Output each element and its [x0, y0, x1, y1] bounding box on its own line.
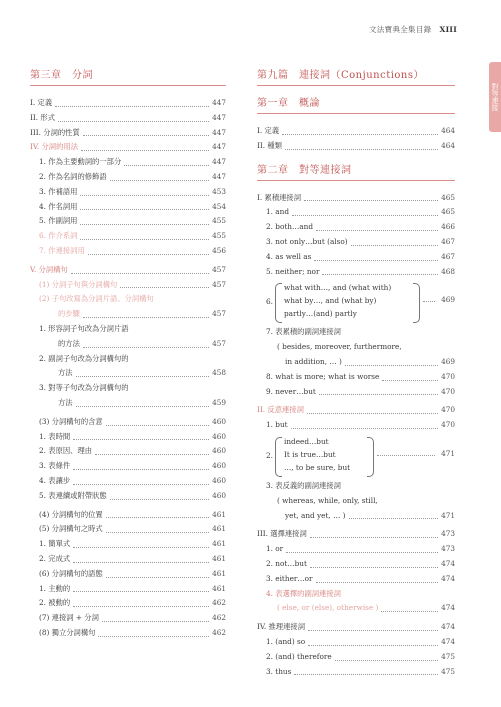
toc-entry[interactable] — [257, 265, 455, 280]
page-ref: 457 — [212, 279, 226, 289]
brace-line: partly…(and) partly — [284, 309, 357, 319]
toc-entry[interactable] — [257, 205, 455, 220]
right-brace — [413, 283, 420, 323]
right-column — [257, 66, 455, 679]
leader-dots — [83, 135, 209, 136]
toc-entry-label: 3. not only…but (also) — [266, 236, 348, 246]
toc-entry-label: III. 分詞的性質 — [30, 127, 80, 137]
inferential-toc-list — [257, 620, 455, 679]
brace-number: 2. — [266, 450, 273, 460]
brace-lines — [284, 281, 391, 320]
toc-entry[interactable] — [30, 537, 226, 552]
toc-entry[interactable] — [257, 191, 455, 206]
toc-entry-label: 7. 表累積的副詞連接詞 — [266, 327, 341, 337]
leader-dots — [310, 537, 438, 538]
toc-entry-label: I. 累積連接詞 — [257, 192, 302, 202]
brace-line: what by…, and (what by) — [284, 296, 377, 306]
page-ref: 458 — [212, 368, 226, 378]
page-ref: 469 — [441, 356, 455, 366]
page-ref: 447 — [212, 142, 226, 152]
toc-entry-label: 4. 表讓步 — [39, 475, 71, 485]
toc-entry-label: 2. not…but — [266, 558, 307, 568]
leader-dots — [76, 406, 209, 407]
chapter-title-overview: 第一章 概論 — [257, 94, 455, 114]
toc-entry[interactable] — [257, 124, 455, 139]
toc-entry[interactable] — [257, 665, 455, 680]
toc-entry-label: II. 反意連接詞 — [257, 405, 304, 415]
leader-dots — [308, 645, 438, 646]
toc-entry[interactable] — [30, 582, 226, 597]
page-ref: 467 — [441, 236, 455, 246]
toc-entry[interactable] — [30, 489, 226, 504]
leader-dots — [73, 606, 209, 607]
chapter-title-participles: 第三章 分詞 — [30, 66, 226, 86]
leader-dots — [106, 517, 209, 518]
page-ref: 473 — [441, 544, 455, 554]
cumulative-toc-list-cont — [257, 325, 455, 399]
toc-entry[interactable] — [257, 325, 455, 340]
page-ref: 447 — [212, 157, 226, 167]
page-ref: 473 — [441, 529, 455, 539]
leader-dots — [310, 567, 438, 568]
leader-dots — [316, 582, 439, 583]
leader-dots — [80, 209, 209, 210]
toc-entry[interactable] — [30, 567, 226, 582]
left-brace — [275, 437, 282, 477]
page-ref: 460 — [212, 431, 226, 441]
page-ref: 460 — [212, 416, 226, 426]
page-ref: 447 — [212, 127, 226, 137]
toc-entry[interactable] — [257, 479, 455, 494]
toc-entry-label: ( else, or (else), otherwise ) — [277, 603, 379, 613]
toc-entry[interactable] — [30, 596, 226, 611]
leader-dots — [106, 425, 209, 426]
page-ref: 469 — [441, 295, 455, 305]
leader-dots — [81, 150, 209, 151]
toc-entry[interactable] — [257, 340, 455, 355]
page-ref: 457 — [212, 338, 226, 348]
left-brace — [275, 283, 282, 323]
leader-dots — [291, 428, 438, 429]
leader-dots — [377, 455, 435, 456]
page-ref: 462 — [212, 627, 226, 637]
toc-entry[interactable] — [30, 444, 226, 459]
page-ref: 474 — [441, 573, 455, 583]
leader-dots — [349, 518, 439, 519]
page-ref: 466 — [441, 222, 455, 232]
page-ref: 470 — [441, 405, 455, 415]
toc-entry-label: 3. 作補語用 — [39, 186, 78, 196]
page-ref: 457 — [212, 309, 226, 319]
toc-entry[interactable] — [257, 635, 455, 650]
cumulative-toc-list — [257, 191, 455, 280]
part-title-conjunctions: 第九篇 連接詞（Conjunctions） — [257, 66, 455, 86]
toc-entry[interactable] — [30, 185, 226, 200]
toc-entry-label: (6) 分詞構句的語態 — [39, 568, 103, 578]
toc-entry-label: 2. 副詞子句改為分詞構句的 — [39, 353, 129, 363]
toc-entry-label: 3. thus — [266, 666, 292, 676]
toc-entry-label: (2) 子句改寫為分詞片語、分詞構句 — [39, 294, 154, 304]
page-ref: 465 — [441, 207, 455, 217]
leader-dots — [73, 439, 209, 440]
page-ref: 464 — [441, 140, 455, 150]
toc-entry-label: II. 形式 — [30, 112, 55, 122]
leader-dots — [304, 200, 438, 201]
toc-entry-label: 的方法 — [58, 338, 80, 348]
toc-entry[interactable] — [30, 292, 226, 307]
leader-dots — [110, 499, 209, 500]
toc-entry-label: 3. 表反義的副詞連接詞 — [266, 480, 341, 490]
toc-entry-label: ( besides, moreover, furthermore, — [277, 342, 402, 352]
page-ref: 467 — [441, 251, 455, 261]
toc-entry[interactable] — [257, 650, 455, 665]
toc-entry[interactable] — [257, 250, 455, 265]
leader-dots — [73, 484, 209, 485]
toc-entry[interactable] — [257, 509, 455, 524]
toc-entry[interactable] — [30, 337, 226, 352]
brace-number: 6. — [266, 297, 273, 307]
alternative-toc-list — [257, 527, 455, 616]
leader-dots — [308, 630, 438, 631]
toc-entry-label: II. 種類 — [257, 140, 282, 150]
toc-entry-label: ( whereas, while, only, still, — [277, 495, 378, 505]
toc-entry-label: 的步驟 — [58, 309, 80, 319]
page-ref: 471 — [441, 510, 455, 520]
toc-entry-label: 1. and — [266, 207, 290, 217]
leader-dots — [282, 134, 438, 135]
page-ref: 475 — [441, 666, 455, 676]
toc-entry[interactable] — [30, 96, 226, 111]
toc-entry-label: 3. either…or — [266, 573, 313, 583]
toc-entry-label: in addition, … ) — [285, 356, 342, 366]
toc-entry[interactable] — [257, 355, 455, 370]
leader-dots — [335, 660, 438, 661]
toc-entry[interactable] — [257, 403, 455, 418]
toc-entry-label: 7. 作連接詞用 — [39, 245, 85, 255]
leader-dots — [55, 106, 209, 107]
leader-dots — [76, 376, 209, 377]
page-ref: 462 — [212, 598, 226, 608]
leader-dots — [102, 621, 209, 622]
toc-entry-label: 1. 形容詞子句改為分詞片語 — [39, 323, 129, 333]
toc-entry[interactable] — [30, 229, 226, 244]
toc-entry[interactable] — [30, 126, 226, 141]
toc-entry[interactable] — [257, 418, 455, 433]
toc-entry[interactable] — [257, 235, 455, 250]
leader-dots — [322, 274, 438, 275]
toc-entry[interactable] — [257, 572, 455, 587]
page-ref: 461 — [212, 509, 226, 519]
toc-entry[interactable] — [30, 430, 226, 445]
page-ref: 471 — [441, 448, 455, 458]
toc-entry-label: 1. or — [266, 544, 284, 554]
leader-dots — [345, 365, 438, 366]
leader-dots — [294, 674, 438, 675]
page-ref: 474 — [441, 622, 455, 632]
leader-dots — [83, 317, 209, 318]
page-ref: 460 — [212, 490, 226, 500]
leader-dots — [292, 215, 438, 216]
toc-entry[interactable] — [257, 601, 455, 616]
overview-toc-list — [257, 124, 455, 154]
toc-entry-label: 6. 作介系詞 — [39, 231, 78, 241]
leader-dots — [423, 301, 435, 302]
leader-dots — [120, 287, 209, 288]
leader-dots — [314, 260, 438, 261]
toc-entry-label: 方法 — [58, 368, 73, 378]
toc-entry[interactable] — [257, 370, 455, 385]
toc-entry-label: 3. 表條件 — [39, 461, 71, 471]
toc-entry-label: (3) 分詞構句的含意 — [39, 416, 103, 426]
leader-dots — [106, 532, 209, 533]
brace-line: …, to be sure, but — [284, 462, 351, 472]
leader-dots — [286, 552, 438, 553]
toc-entry[interactable] — [30, 170, 226, 185]
toc-entry[interactable] — [30, 396, 226, 411]
leader-dots — [316, 230, 438, 231]
toc-entry-label: I. 定義 — [30, 98, 53, 107]
leader-dots — [73, 547, 209, 548]
toc-entry-label: 5. neither; nor — [266, 266, 320, 276]
page-ref: 474 — [441, 603, 455, 613]
toc-entry-label: 2. (and) therefore — [266, 651, 332, 661]
left-column — [30, 66, 226, 641]
toc-entry-label: 1. (and) so — [266, 636, 306, 646]
toc-entry-label: V. 分詞構句 — [30, 264, 68, 274]
leader-dots — [98, 636, 209, 637]
toc-entry-label: 方法 — [58, 397, 73, 407]
leader-dots — [58, 121, 209, 122]
page-ref: 447 — [212, 171, 226, 181]
book-title: 文法寶典全集目錄 — [369, 25, 432, 34]
toc-entry-label: IV. 分詞的用法 — [30, 142, 78, 152]
side-thumb-tab: 對等連接 — [489, 62, 501, 132]
leader-dots — [73, 469, 209, 470]
leader-dots — [71, 273, 209, 274]
toc-entry-label: 1. 主動的 — [39, 583, 71, 593]
leader-dots — [106, 577, 209, 578]
leader-dots — [73, 562, 209, 563]
toc-entry[interactable] — [257, 557, 455, 572]
chapter-title-coordinating: 第二章 對等連接詞 — [257, 161, 455, 181]
page-ref: 454 — [212, 201, 226, 211]
toc-entry[interactable] — [30, 366, 226, 381]
toc-entry[interactable] — [257, 139, 455, 154]
toc-entry-label: (1) 分詞子句與分詞構句 — [39, 279, 118, 289]
toc-entry-label: 2. 作為名詞的修飾語 — [39, 171, 107, 181]
leader-dots — [83, 347, 209, 348]
toc-entry[interactable] — [30, 155, 226, 170]
leader-dots — [80, 224, 209, 225]
right-brace — [367, 437, 374, 477]
adversative-toc-list — [257, 403, 455, 433]
page-ref: 455 — [212, 216, 226, 226]
leader-dots — [381, 611, 438, 612]
leader-dots — [80, 239, 209, 240]
leader-dots — [80, 195, 209, 196]
toc-entry-label: 4. 作名詞用 — [39, 201, 78, 211]
page-ref: 460 — [212, 446, 226, 456]
toc-entry[interactable] — [30, 415, 226, 430]
toc-entry[interactable] — [257, 587, 455, 602]
toc-entry[interactable] — [30, 140, 226, 155]
toc-entry[interactable] — [30, 381, 226, 396]
toc-entry-label: (8) 獨立分詞構句 — [39, 627, 96, 637]
page-ref: 461 — [212, 568, 226, 578]
toc-entry-label: (4) 分詞構句的位置 — [39, 509, 103, 519]
page-ref: 447 — [212, 98, 226, 107]
leader-dots — [124, 165, 209, 166]
toc-entry-label: 2. 完成式 — [39, 553, 71, 563]
toc-entry-label: 2. 被動的 — [39, 598, 71, 608]
toc-entry-label: 4. 表選擇的副詞連接詞 — [266, 588, 341, 598]
page-ref: 453 — [212, 186, 226, 196]
toc-entry[interactable] — [257, 542, 455, 557]
toc-entry[interactable] — [30, 626, 226, 641]
leader-dots — [110, 180, 209, 181]
toc-entry-label: 1. 作為主要動詞的一部分 — [39, 157, 122, 167]
running-header — [369, 24, 457, 35]
toc-entry-label: 2. both…and — [266, 222, 313, 232]
page-ref: 470 — [441, 371, 455, 381]
page-ref: 468 — [441, 266, 455, 276]
leader-dots — [73, 591, 209, 592]
toc-entry-label: 2. 表原因、理由 — [39, 446, 93, 456]
toc-entry[interactable] — [30, 552, 226, 567]
page-ref: 461 — [212, 583, 226, 593]
toc-entry[interactable] — [257, 220, 455, 235]
left-toc-list — [30, 96, 226, 641]
toc-entry[interactable] — [30, 244, 226, 259]
leader-dots — [88, 254, 209, 255]
toc-entry-label: 9. never…but — [266, 386, 316, 396]
leader-dots — [319, 394, 438, 395]
brace-entry-what-with — [257, 281, 455, 325]
page-ref: 459 — [212, 397, 226, 407]
brace-line: indeed…but — [284, 436, 329, 446]
page-ref: 461 — [212, 539, 226, 549]
page-number: XIII — [439, 25, 457, 34]
page-ref: 462 — [212, 613, 226, 623]
toc-entry-label: (7) 連接詞 + 分詞 — [39, 613, 99, 623]
page-ref: 447 — [212, 112, 226, 122]
toc-entry-label: I. 定義 — [257, 126, 280, 135]
toc-entry[interactable] — [257, 527, 455, 542]
toc-entry[interactable] — [30, 322, 226, 337]
page-ref: 460 — [212, 461, 226, 471]
leader-dots — [95, 454, 209, 455]
toc-entry[interactable] — [30, 352, 226, 367]
toc-entry-label: 1. 表時間 — [39, 431, 71, 441]
toc-entry-label: 8. what is more; what is worse — [266, 371, 380, 381]
adversative-toc-list-cont — [257, 479, 455, 523]
leader-dots — [351, 245, 438, 246]
toc-entry[interactable] — [30, 474, 226, 489]
toc-entry[interactable] — [30, 278, 226, 293]
toc-entry[interactable] — [30, 459, 226, 474]
toc-entry[interactable] — [30, 611, 226, 626]
page-ref: 470 — [441, 386, 455, 396]
page-ref: 465 — [441, 192, 455, 202]
toc-entry[interactable] — [30, 214, 226, 229]
page-ref: 474 — [441, 636, 455, 646]
toc-entry[interactable] — [30, 263, 226, 278]
brace-line: It is true…but — [284, 449, 336, 459]
toc-entry-label: 1. but — [266, 420, 288, 430]
toc-entry[interactable] — [30, 508, 226, 523]
page-ref: 456 — [212, 245, 226, 255]
brace-entry-indeed-but — [257, 435, 455, 479]
toc-entry-label: 4. as well as — [266, 251, 312, 261]
toc-entry[interactable] — [30, 200, 226, 215]
toc-entry[interactable] — [257, 494, 455, 509]
toc-entry[interactable] — [257, 620, 455, 635]
page-ref: 475 — [441, 651, 455, 661]
page-ref: 461 — [212, 524, 226, 534]
toc-entry-label: 3. 對等子句改為分詞構句的 — [39, 383, 129, 393]
brace-line: what with…, and (what with) — [284, 283, 392, 293]
page-ref: 460 — [212, 475, 226, 485]
leader-dots — [285, 149, 438, 150]
toc-entry-label: 1. 簡單式 — [39, 539, 71, 549]
leader-dots — [382, 380, 438, 381]
toc-entry-label: yet, and yet, … ) — [285, 510, 346, 520]
toc-entry-label: 5. 作副詞用 — [39, 216, 78, 226]
toc-entry-label: III. 選擇連接詞 — [257, 529, 307, 539]
toc-entry[interactable] — [257, 385, 455, 400]
toc-entry[interactable] — [30, 522, 226, 537]
toc-entry-label: IV. 推理連接詞 — [257, 622, 305, 632]
toc-entry[interactable] — [30, 307, 226, 322]
toc-entry-label: 5. 表連續或附帶狀態 — [39, 490, 107, 500]
leader-dots — [307, 413, 438, 414]
toc-entry[interactable] — [30, 111, 226, 126]
page-ref: 455 — [212, 231, 226, 241]
page-ref: 457 — [212, 264, 226, 274]
page-ref: 474 — [441, 558, 455, 568]
page-ref: 461 — [212, 553, 226, 563]
toc-entry-label: (5) 分詞構句之時式 — [39, 524, 103, 534]
page-ref: 464 — [441, 126, 455, 135]
page-ref: 470 — [441, 420, 455, 430]
brace-lines — [284, 435, 350, 474]
